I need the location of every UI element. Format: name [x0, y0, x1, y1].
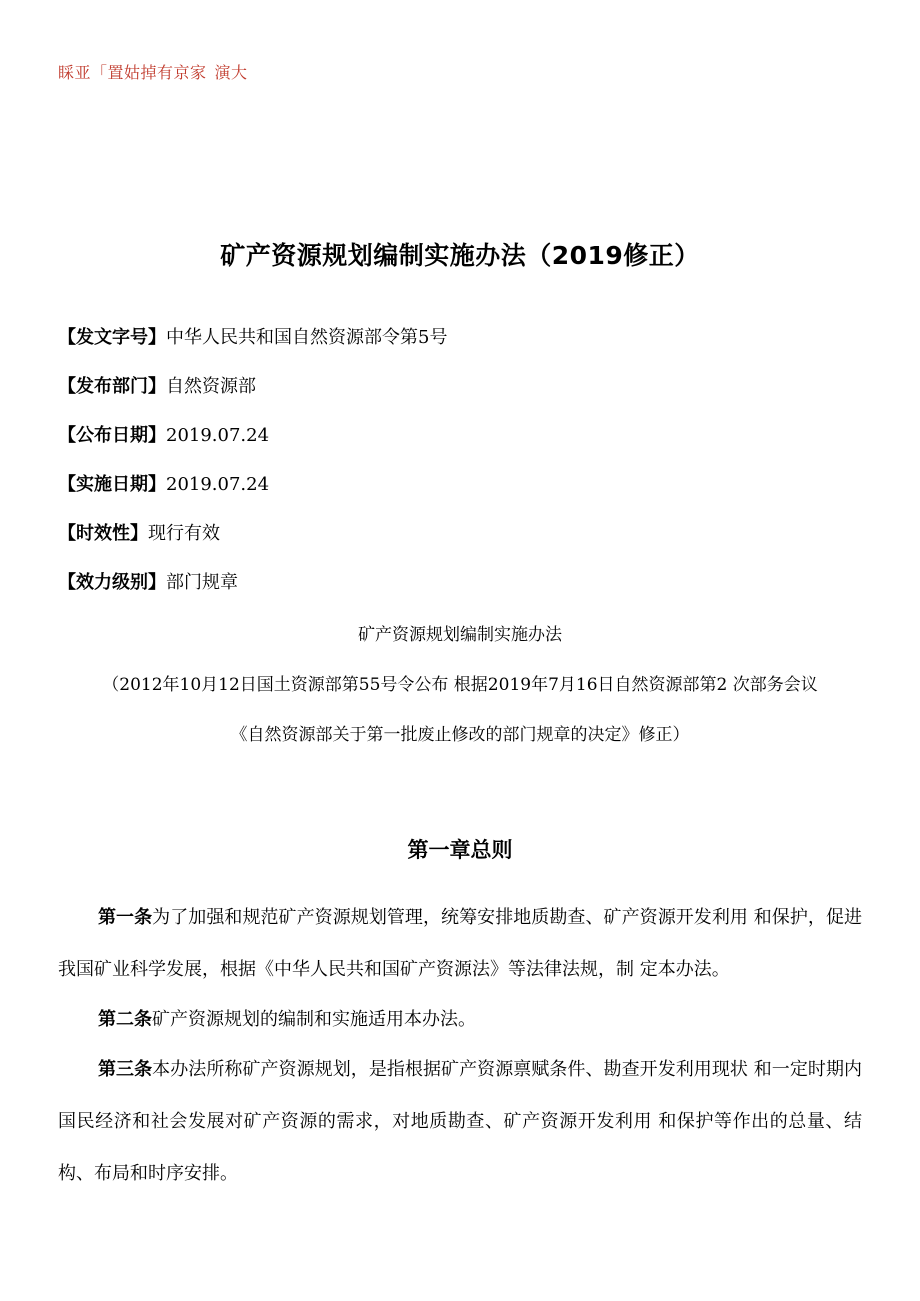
meta-value: 自然资源部 — [166, 376, 256, 397]
meta-doc-number — [58, 322, 878, 371]
meta-label: 【发布部门】 — [58, 376, 166, 397]
article-number: 第三条 — [98, 1059, 153, 1080]
article-number: 第一条 — [98, 907, 153, 928]
article-text: 为了加强和规范矿产资源规划管理，统筹安排地质勘查、矿产资源开发利用 和保护，促进我国矿业科学发展，根据《中华人民共和国矿产资源法》等法律法规，制 定本办法。 — [58, 907, 863, 980]
metadata-block — [58, 322, 878, 616]
meta-publish-date — [58, 420, 878, 469]
watermark-tail-text: 演大 — [214, 63, 248, 82]
article-text: 本办法所称矿产资源规划，是指根据矿产资源禀赋条件、勘查开发利用现状 和一定时期内国民经济和社会发展对矿产资源的需求，对地质勘查、矿产资源开发利用 和保护等作出的总量、结构、布局和时序安排。 — [58, 1059, 863, 1184]
origin-note-line-2: 《自然资源部关于第一批废止修改的部门规章的决定》修正） — [230, 725, 690, 745]
meta-value: 2019.07.24 — [166, 425, 270, 446]
header-watermark — [58, 60, 248, 83]
meta-value: 2019.07.24 — [166, 474, 270, 495]
article-2 — [58, 994, 862, 1046]
meta-label: 【时效性】 — [58, 523, 148, 544]
article-1 — [58, 892, 862, 996]
meta-value: 中华人民共和国自然资源部令第5号 — [166, 327, 448, 348]
meta-issuing-dept — [58, 371, 878, 420]
article-number: 第二条 — [98, 1009, 152, 1030]
article-3 — [58, 1044, 862, 1200]
meta-value: 现行有效 — [148, 523, 220, 544]
article-text: 矿产资源规划的编制和实施适用本办法。 — [152, 1009, 476, 1030]
meta-label: 【公布日期】 — [58, 425, 166, 446]
meta-value: 部门规章 — [166, 572, 238, 593]
meta-label: 【发文字号】 — [58, 327, 166, 348]
meta-level — [58, 567, 878, 616]
chapter-heading: 第一章总则 — [407, 838, 513, 862]
meta-label: 【效力级别】 — [58, 572, 166, 593]
watermark-text: 睬亚「置姑掉有京家 — [58, 63, 207, 82]
origin-note-line-1: （2012年10月12日国土资源部第55号令公布 根据2019年7月16日自然资源部第2 次部务会议 — [102, 675, 818, 695]
meta-effective-date — [58, 469, 878, 518]
document-subtitle: 矿产资源规划编制实施办法 — [358, 625, 562, 645]
meta-validity — [58, 518, 878, 567]
document-title: 矿产资源规划编制实施办法（2019修正） — [220, 241, 700, 270]
meta-label: 【实施日期】 — [58, 474, 166, 495]
